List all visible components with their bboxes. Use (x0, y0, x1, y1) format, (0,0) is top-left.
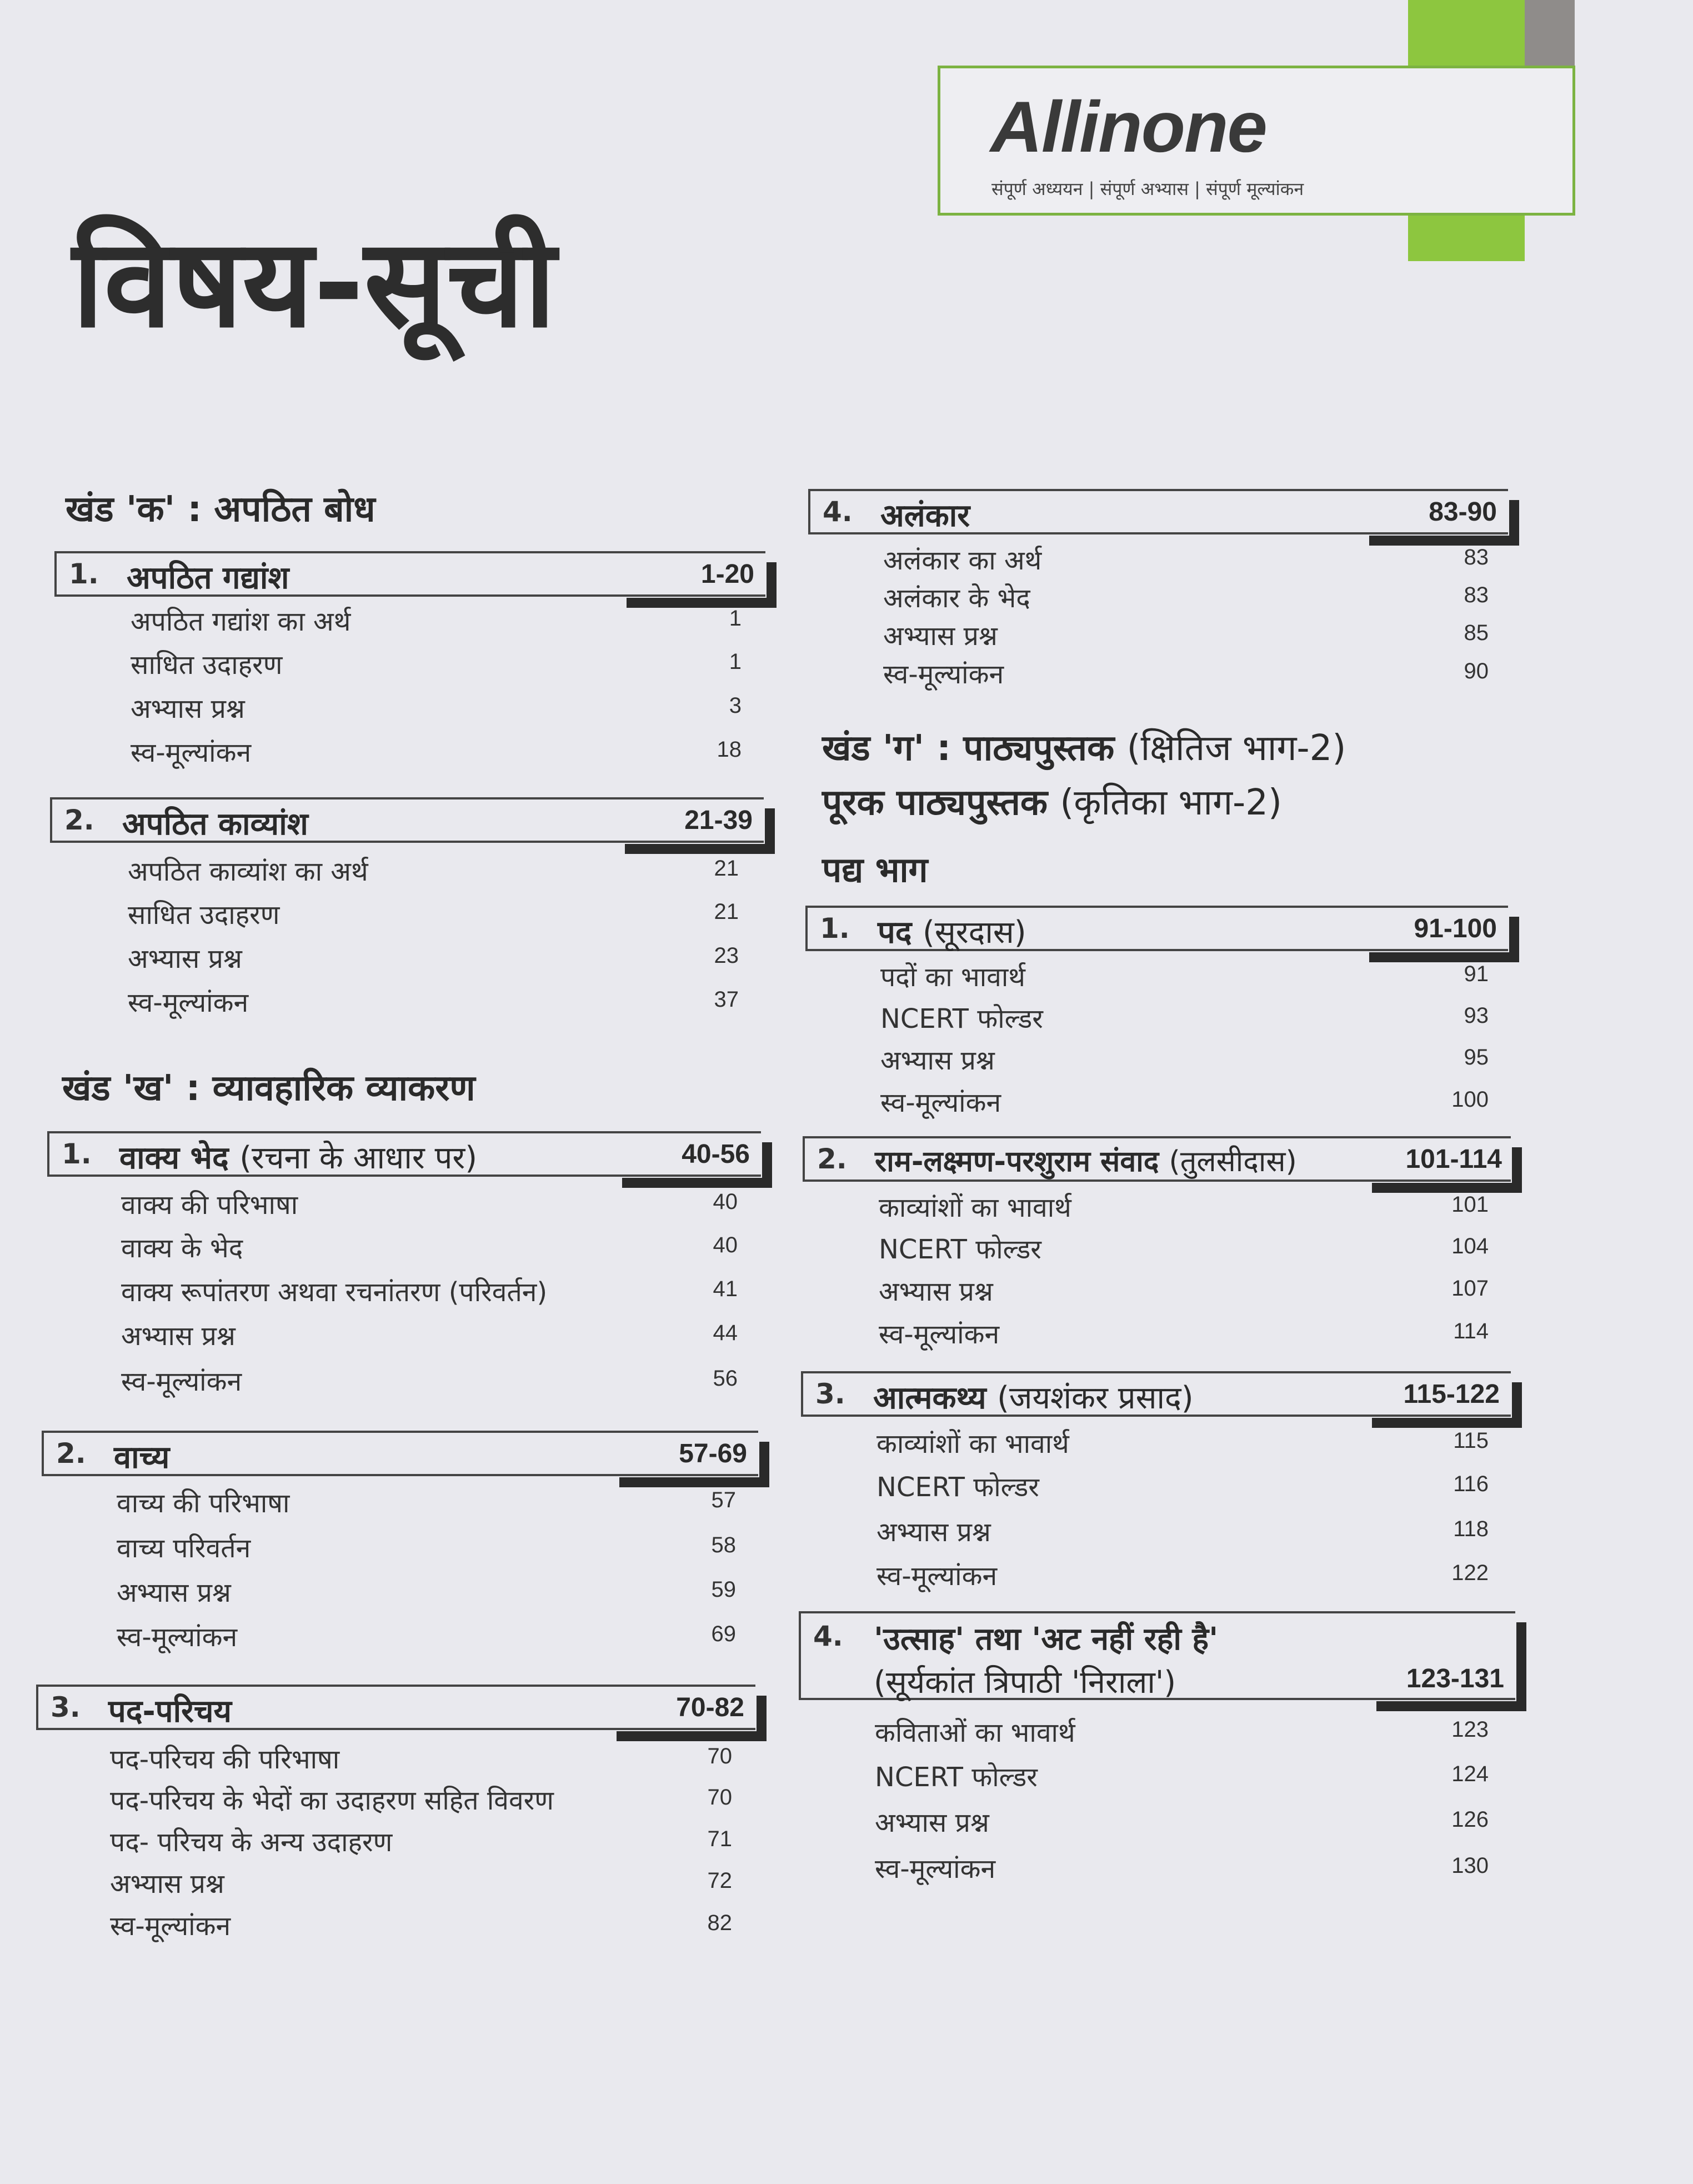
chapter-shadow (617, 1731, 767, 1741)
chapter-page-range: 21-39 (684, 806, 753, 835)
toc-entry-page: 85 (1464, 621, 1489, 645)
toc-entry (875, 1850, 1489, 1889)
toc-entry-label: अलंकार का अर्थ (883, 545, 1042, 576)
toc-entry-page: 23 (714, 943, 739, 968)
toc-entry (876, 1468, 1489, 1507)
toc-entry (128, 984, 739, 1023)
section-heading-ga-line2-title: पूरक पाठ्यपुस्तक (822, 782, 1048, 823)
toc-entry-label: स्व-मूल्यांकन (117, 1622, 238, 1653)
toc-entry-label: पद- परिचय के अन्य उदाहरण (110, 1827, 393, 1858)
toc-entry-page: 21 (714, 856, 739, 881)
chapter-number: 2. (817, 1143, 847, 1175)
toc-entry-label: काव्यांशों का भावार्थ (876, 1428, 1069, 1460)
toc-entry-label: वाच्य परिवर्तन (117, 1533, 251, 1564)
toc-entry (131, 734, 742, 773)
toc-entry (117, 1574, 736, 1613)
chapter-page-range: 123-131 (1406, 1664, 1504, 1693)
section-heading-ka: खंड 'क' : अपठित बोध (66, 489, 375, 530)
chapter-header (36, 1685, 767, 1746)
toc-entry-label: पद-परिचय की परिभाषा (110, 1744, 340, 1775)
toc-entry-label: स्व-मूल्यांकन (110, 1911, 231, 1942)
toc-entry (880, 1000, 1489, 1039)
toc-entry-page: 59 (711, 1577, 736, 1602)
toc-entry (121, 1363, 738, 1402)
section-heading-ga-title: खंड 'ग' : पाठ्यपुस्तक (822, 728, 1115, 769)
toc-entry-page: 83 (1464, 545, 1489, 569)
toc-entry-label: अपठित गद्यांश का अर्थ (131, 606, 351, 637)
toc-entry-label: स्व-मूल्यांकन (131, 737, 252, 768)
toc-entry-label: काव्यांशों का भावार्थ (879, 1192, 1071, 1223)
toc-entry-label: अभ्यास प्रश्न (128, 943, 242, 974)
toc-entry-page: 130 (1451, 1853, 1489, 1878)
toc-entry (117, 1530, 736, 1568)
toc-entry-label: वाक्य रूपांतरण अथवा रचनांतरण (परिवर्तन) (121, 1277, 548, 1308)
chapter-title: 'उत्साह' तथा 'अट नहीं रही है' (874, 1621, 1219, 1657)
toc-entry (121, 1273, 738, 1312)
toc-entry (131, 603, 742, 642)
chapter-page-range: 115-122 (1403, 1380, 1500, 1409)
chapter-title-main: पद (878, 914, 912, 951)
toc-entry-label: अभ्यास प्रश्न (110, 1868, 224, 1900)
chapter-number: 1. (69, 558, 99, 590)
chapter-number: 4. (813, 1620, 843, 1652)
toc-entry-page: 114 (1453, 1319, 1489, 1343)
toc-entry (128, 940, 739, 979)
toc-entry-page: 101 (1451, 1192, 1489, 1217)
toc-entry-page: 57 (711, 1488, 736, 1512)
chapter-title-note: (सूर्यकांत त्रिपाठी 'निराला') (874, 1665, 1176, 1701)
page-title: विषय-सूची (72, 212, 556, 354)
toc-entry-label: NCERT फोल्डर (880, 1003, 1043, 1034)
chapter-title (873, 1376, 1194, 1418)
toc-entry (880, 958, 1489, 997)
toc-entry-page: 3 (729, 693, 742, 718)
toc-entry-page: 69 (711, 1622, 736, 1646)
toc-entry (883, 656, 1489, 694)
chapter-header (805, 906, 1519, 967)
toc-entry (128, 853, 739, 892)
toc-entry-page: 44 (713, 1321, 738, 1345)
toc-entry (131, 690, 742, 729)
toc-entry-page: 83 (1464, 583, 1489, 607)
chapter-title-note: (जयशंकर प्रसाद) (997, 1380, 1194, 1416)
toc-entry-label: स्व-मूल्यांकन (875, 1853, 996, 1885)
toc-entry (880, 1042, 1489, 1081)
chapter-number: 2. (56, 1437, 86, 1470)
toc-entry (128, 896, 739, 935)
toc-entry-page: 70 (707, 1785, 732, 1810)
toc-entry-page: 95 (1464, 1045, 1489, 1069)
chapter-page-range: 83-90 (1429, 497, 1497, 527)
brand-name: Allinone (990, 86, 1266, 167)
chapter-shadow (1376, 1701, 1526, 1711)
toc-entry-page: 100 (1451, 1087, 1489, 1112)
section-heading-kha: खंड 'ख' : व्यावहारिक व्याकरण (62, 1068, 475, 1109)
toc-entry-label: अभ्यास प्रश्न (121, 1321, 236, 1352)
chapter-number: 3. (815, 1378, 845, 1410)
toc-entry-page: 122 (1451, 1561, 1489, 1585)
chapter-title (875, 1141, 1297, 1180)
toc-entry (117, 1618, 736, 1657)
chapter-number: 4. (823, 496, 853, 528)
toc-entry-label: अभ्यास प्रश्न (880, 1045, 995, 1076)
chapter-title-main: वाक्य भेद (119, 1140, 229, 1176)
toc-entry-page: 123 (1451, 1717, 1489, 1742)
toc-entry (883, 542, 1489, 581)
chapter-title-note: (तुलसीदास) (1169, 1145, 1297, 1178)
chapter-page-range: 1-20 (700, 559, 754, 589)
toc-entry-page: 107 (1451, 1276, 1489, 1301)
toc-entry-page: 40 (713, 1233, 738, 1257)
toc-entry-label: स्व-मूल्यांकन (879, 1319, 1000, 1350)
toc-entry-page: 91 (1464, 962, 1489, 986)
toc-entry-page: 37 (714, 987, 739, 1012)
toc-entry-label: अभ्यास प्रश्न (875, 1807, 989, 1838)
toc-entry-page: 18 (717, 737, 742, 762)
chapter-title: पद-परिचय (108, 1693, 232, 1730)
chapter-number: 2. (64, 804, 94, 836)
toc-entry-page: 104 (1451, 1234, 1489, 1258)
toc-entry-label: पद-परिचय के भेदों का उदाहरण सहित विवरण (110, 1785, 554, 1816)
toc-entry-page: 1 (729, 649, 742, 674)
chapter-title-main: राम-लक्ष्मण-परशुराम संवाद (875, 1145, 1159, 1178)
toc-entry (883, 617, 1489, 656)
toc-entry-page: 116 (1453, 1472, 1489, 1496)
toc-entry (110, 1782, 732, 1821)
subsection-heading-padya: पद्य भाग (822, 849, 928, 890)
toc-entry (876, 1513, 1489, 1552)
toc-entry (879, 1189, 1489, 1228)
toc-entry (117, 1485, 736, 1523)
toc-entry (876, 1557, 1489, 1596)
toc-entry (110, 1865, 732, 1904)
toc-entry-page: 115 (1453, 1428, 1489, 1453)
chapter-title: अलंकार (880, 498, 970, 534)
chapter-page-range: 70-82 (676, 1693, 744, 1722)
toc-entry-page: 118 (1453, 1517, 1489, 1541)
chapter-header (801, 1371, 1522, 1432)
brand-logo (938, 66, 1575, 216)
toc-entry (879, 1273, 1489, 1312)
toc-entry-label: स्व-मूल्यांकन (880, 1087, 1001, 1118)
chapter-number: 3. (51, 1691, 81, 1723)
chapter-title-note: (रचना के आधार पर) (239, 1140, 478, 1176)
chapter-header (803, 1136, 1522, 1197)
section-heading-ga-line2 (822, 777, 1282, 825)
toc-entry-label: अभ्यास प्रश्न (876, 1517, 991, 1548)
toc-entry-label: अभ्यास प्रश्न (883, 621, 998, 652)
toc-entry-label: NCERT फोल्डर (879, 1234, 1041, 1265)
toc-entry (879, 1316, 1489, 1355)
chapter-page-range: 40-56 (682, 1140, 750, 1169)
toc-entry-page: 82 (707, 1911, 732, 1935)
section-heading-ga-note: (क्षितिज भाग-2) (1126, 728, 1346, 769)
chapter-title (119, 1136, 477, 1178)
toc-entry-label: कविताओं का भावार्थ (875, 1717, 1075, 1748)
toc-entry-label: अभ्यास प्रश्न (131, 693, 245, 724)
toc-entry-label: स्व-मूल्यांकन (121, 1366, 242, 1397)
toc-entry-page: 58 (711, 1533, 736, 1557)
chapter-title-note: (सूरदास) (923, 914, 1026, 951)
chapter-header (50, 797, 775, 858)
chapter-number: 1. (62, 1138, 92, 1170)
toc-entry (875, 1758, 1489, 1797)
toc-entry (879, 1231, 1489, 1270)
toc-entry-page: 124 (1451, 1762, 1489, 1786)
toc-entry-page: 41 (713, 1277, 738, 1301)
chapter-header (42, 1431, 769, 1492)
toc-entry-page: 70 (707, 1744, 732, 1768)
toc-entry-page: 71 (707, 1827, 732, 1851)
toc-entry (131, 646, 742, 685)
chapter-header (808, 489, 1519, 550)
toc-entry-label: वाक्य की परिभाषा (121, 1190, 298, 1221)
chapter-title: अपठित गद्यांश (127, 560, 289, 596)
chapter-title: अपठित काव्यांश (122, 806, 308, 842)
toc-entry-page: 1 (729, 606, 742, 631)
toc-entry-page: 56 (713, 1366, 738, 1391)
toc-entry (110, 1823, 732, 1862)
toc-entry (876, 1425, 1489, 1464)
chapter-page-range: 57-69 (679, 1439, 747, 1468)
chapter-header (799, 1611, 1526, 1717)
toc-entry-label: साधित उदाहरण (131, 649, 283, 681)
toc-entry-label: स्व-मूल्यांकन (876, 1561, 998, 1592)
toc-entry-label: वाक्य के भेद (121, 1233, 243, 1264)
toc-entry-label: NCERT फोल्डर (876, 1472, 1039, 1503)
toc-entry (110, 1741, 732, 1780)
toc-entry-label: अलंकार के भेद (883, 583, 1030, 614)
toc-entry-label: साधित उदाहरण (128, 899, 280, 931)
toc-entry-page: 126 (1451, 1807, 1489, 1832)
toc-entry-label: पदों का भावार्थ (880, 962, 1025, 993)
toc-entry (883, 579, 1489, 618)
section-heading-ga-line2-note: (कृतिका भाग-2) (1060, 782, 1282, 823)
toc-entry-label: NCERT फोल्डर (875, 1762, 1038, 1793)
toc-entry-page: 93 (1464, 1003, 1489, 1028)
chapter-number: 1. (820, 912, 850, 944)
toc-entry (121, 1230, 738, 1268)
chapter-shadow (1516, 1622, 1526, 1711)
chapter-title-main: आत्मकथ्य (873, 1380, 986, 1416)
toc-entry (875, 1804, 1489, 1843)
toc-entry-label: वाच्य की परिभाषा (117, 1488, 290, 1519)
section-heading-ga (822, 722, 1346, 771)
toc-entry-label: स्व-मूल्यांकन (883, 659, 1004, 690)
toc-entry-label: अपठित काव्यांश का अर्थ (128, 856, 368, 887)
chapter-page-range: 91-100 (1414, 914, 1497, 943)
toc-entry-label: अभ्यास प्रश्न (117, 1577, 231, 1608)
toc-entry-label: स्व-मूल्यांकन (128, 987, 249, 1018)
chapter-title (878, 910, 1026, 952)
toc-entry (880, 1084, 1489, 1123)
toc-entry (110, 1907, 732, 1946)
chapter-page-range: 101-114 (1405, 1145, 1502, 1174)
toc-entry-page: 72 (707, 1868, 732, 1893)
toc-entry (121, 1186, 738, 1225)
toc-entry-page: 21 (714, 899, 739, 924)
toc-entry (875, 1714, 1489, 1753)
brand-tagline: संपूर्ण अध्ययन | संपूर्ण अभ्यास | संपूर्ण मूल्यांकन (991, 178, 1304, 199)
toc-entry-label: अभ्यास प्रश्न (879, 1276, 993, 1307)
chapter-header (47, 1131, 772, 1192)
chapter-title: वाच्य (114, 1440, 170, 1476)
toc-entry-page: 90 (1464, 659, 1489, 683)
toc-entry-page: 40 (713, 1190, 738, 1214)
toc-entry (121, 1317, 738, 1356)
